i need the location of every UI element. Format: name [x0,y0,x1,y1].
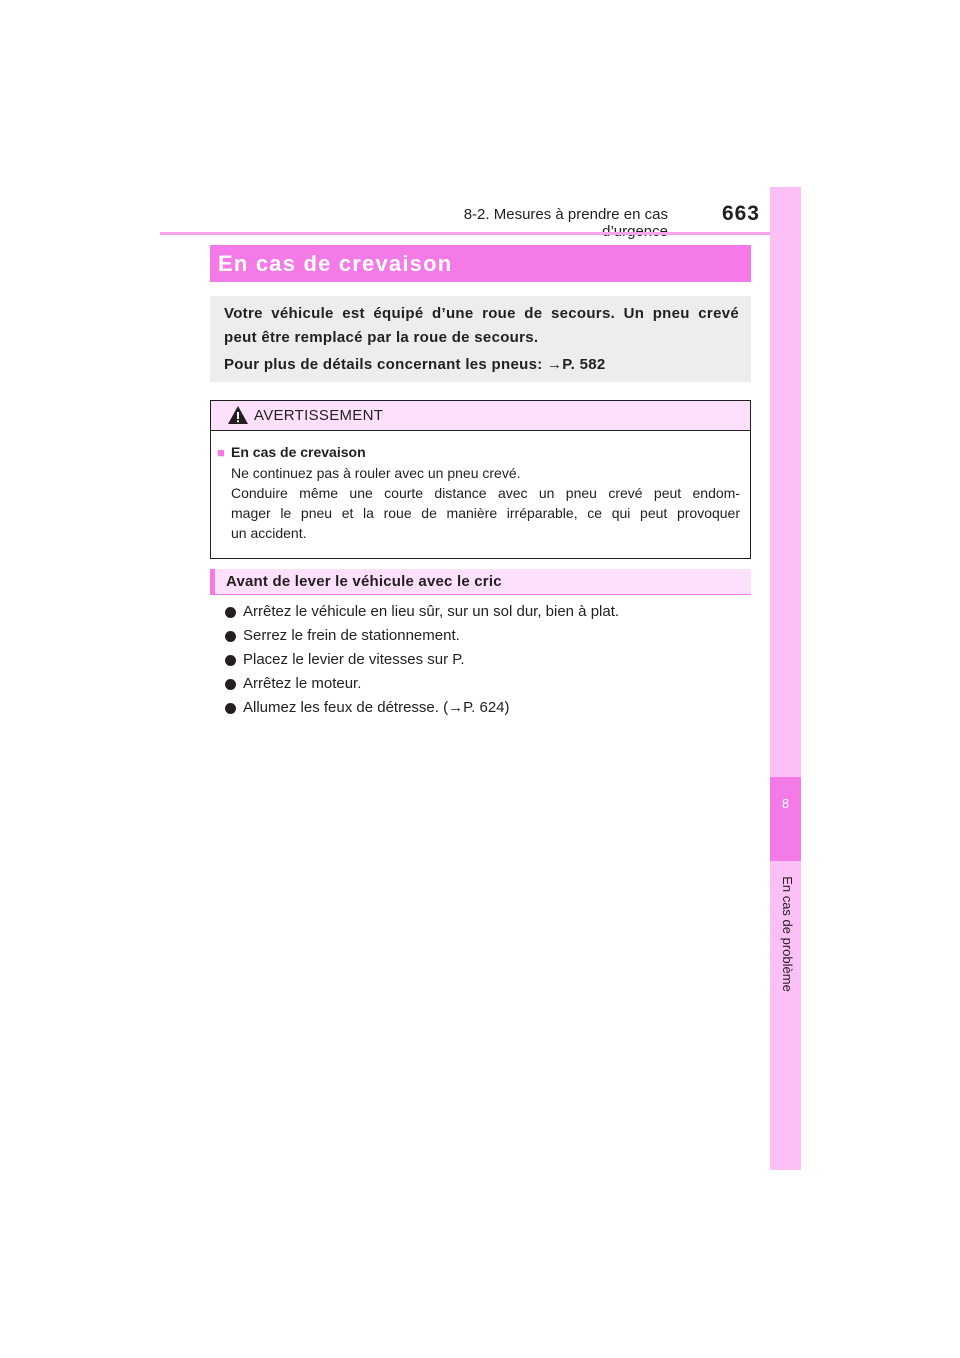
chapter-title-vertical: En cas de problème [780,876,795,992]
list-item: Serrez le frein de stationnement. [243,627,460,644]
chapter-number: 8 [781,796,790,811]
warning-text-line: mager le pneu et la roue de manière irréparable, ce qui peut provoquer [231,505,740,521]
intro-line-2: peut être remplacé par la roue de secours. [224,329,539,346]
warning-triangle-icon [227,405,249,430]
subsection-underline [210,594,751,595]
warning-subheading: En cas de crevaison [231,444,366,460]
chapter-number-tab [770,777,801,861]
bullet-icon [225,655,236,666]
intro-reference: Pour plus de détails concernant les pneus: →P. 582 [224,356,606,373]
bullet-icon [225,703,236,714]
subsection-heading: Avant de lever le véhicule avec le cric [226,573,502,590]
warning-text-line: un accident. [231,525,307,541]
header-divider [160,232,800,235]
warning-text-line: Ne continuez pas à rouler avec un pneu crevé. [231,465,521,481]
bullet-icon [225,631,236,642]
bullet-icon [225,679,236,690]
warning-text-line: Conduire même une courte distance avec un pneu crevé peut endom- [231,485,740,501]
intro-line-1: Votre véhicule est équipé d’une roue de secours. Un pneu crevé [224,305,739,322]
subsection-accent [210,569,215,594]
list-item: Arrêtez le véhicule en lieu sûr, sur un sol dur, bien à plat. [243,603,620,620]
list-item: Allumez les feux de détresse. (→P. 624) [243,699,510,716]
bullet-icon [225,607,236,618]
warning-title: AVERTISSEMENT [254,407,384,424]
list-item: Placez le levier de vitesses sur P. [243,651,465,668]
page-title: En cas de crevaison [218,251,453,276]
page-number: 663 [721,202,760,225]
section-breadcrumb: 8-2. Mesures à prendre en cas [463,206,668,223]
list-item: Arrêtez le moteur. [243,675,362,692]
square-bullet-icon: ■ [217,445,225,460]
chapter-side-strip [770,187,801,1170]
